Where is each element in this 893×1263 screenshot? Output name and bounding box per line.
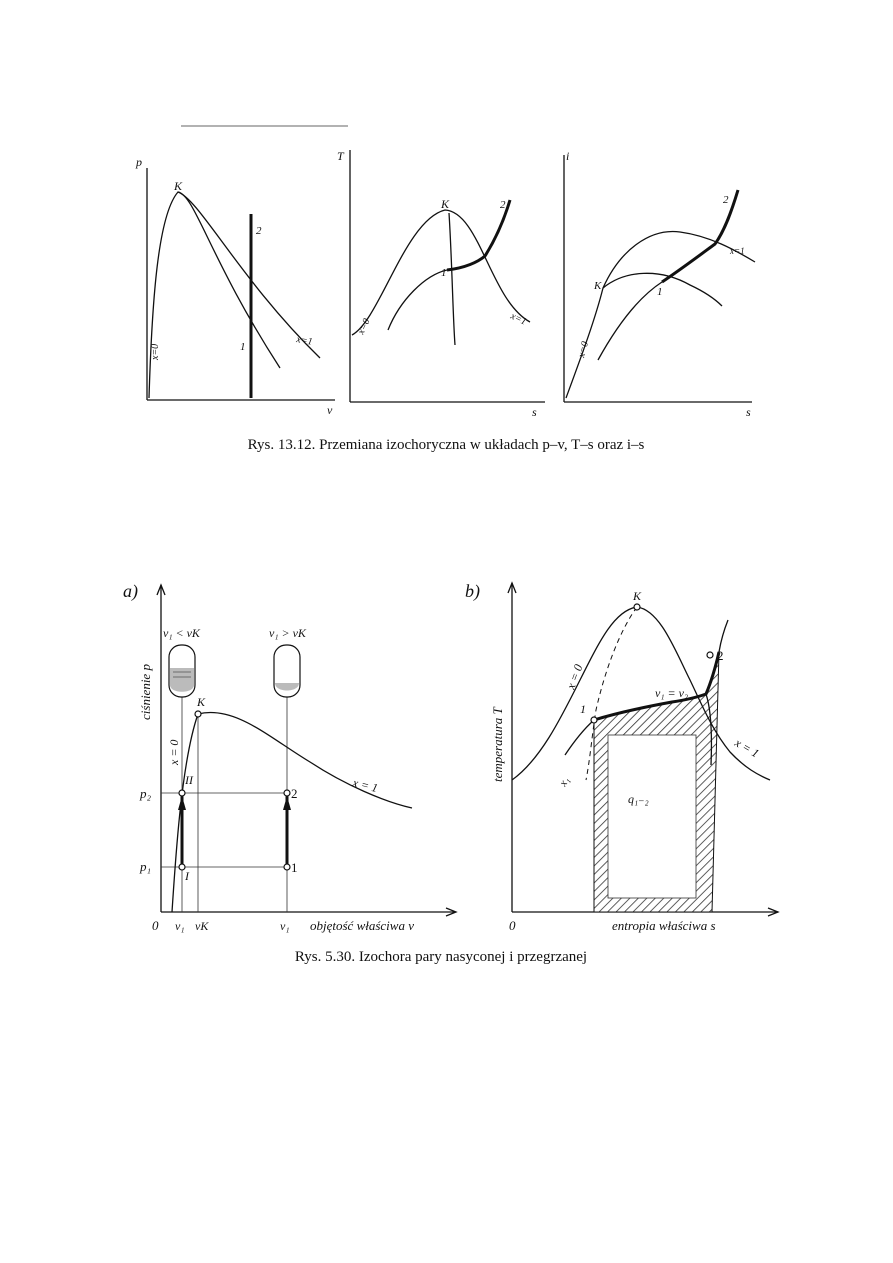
panel-a-label-x1: x = 1 bbox=[351, 775, 380, 796]
pv-liquid-line bbox=[149, 192, 280, 398]
panel-a-point-K bbox=[195, 711, 201, 717]
panel-a-x-label: objętość właściwa v bbox=[310, 918, 414, 933]
panel-b-label-x1: x = 1 bbox=[732, 735, 762, 761]
panel-a-tick-vK: vK bbox=[195, 919, 209, 933]
panel-a-label-2: 2 bbox=[291, 786, 298, 801]
ts-diagram bbox=[337, 149, 545, 419]
ts-point-2: 2 bbox=[500, 199, 506, 211]
panel-b bbox=[465, 581, 778, 933]
panel-b-point-1 bbox=[591, 717, 597, 723]
ts-isobar-low bbox=[388, 270, 447, 330]
panel-a-arrow-left bbox=[178, 796, 186, 810]
is-label-x0: x=0 bbox=[576, 340, 592, 359]
ts-label-x1: x=1 bbox=[508, 310, 529, 328]
panel-a-origin: 0 bbox=[152, 918, 159, 933]
panel-b-isobar-low bbox=[565, 720, 594, 755]
pv-y-label: p bbox=[136, 155, 142, 169]
panel-a-arrow-right bbox=[283, 796, 291, 810]
pv-label-x0: x=0 bbox=[150, 343, 161, 360]
panel-a-point-II bbox=[179, 790, 185, 796]
panel-b-label-xs: x₁ bbox=[557, 774, 572, 789]
ts-k-branch bbox=[449, 213, 455, 345]
panel-a-label-K: K bbox=[197, 695, 206, 709]
panel-b-label: b) bbox=[465, 581, 480, 601]
figure-1 bbox=[135, 126, 755, 453]
is-point-2: 2 bbox=[723, 194, 729, 206]
panel-b-label-1: 1 bbox=[580, 702, 586, 716]
pv-vapor-line bbox=[178, 192, 320, 358]
panel-b-label-K: K bbox=[633, 589, 642, 603]
panel-b-label-2: 2 bbox=[717, 648, 724, 663]
panel-b-point-2 bbox=[707, 652, 713, 658]
is-liquid-line bbox=[566, 232, 755, 398]
panel-a-label-x0: x = 0 bbox=[167, 739, 181, 765]
pv-diagram bbox=[135, 155, 335, 417]
is-isobar-low bbox=[598, 282, 662, 360]
is-label-x1: x=1 bbox=[730, 246, 745, 256]
panel-a-vapor-line bbox=[198, 712, 412, 808]
heat-area-window bbox=[608, 735, 696, 898]
panel-b-y-label: temperatura T bbox=[490, 707, 505, 782]
ts-point-1: 1 bbox=[441, 267, 447, 279]
vessel-right-label: v₁ > vK bbox=[269, 626, 306, 640]
pv-point-K: K bbox=[174, 179, 183, 193]
panel-a-label: a) bbox=[123, 581, 138, 601]
figure-1-caption: Rys. 13.12. Przemiana izochoryczna w układach p–v, T–s oraz i–s bbox=[247, 437, 645, 453]
panel-a-p2: p₂ bbox=[140, 786, 152, 801]
panel-b-label-x0: x = 0 bbox=[563, 662, 586, 692]
panel-a-p1: p₁ bbox=[140, 859, 152, 874]
is-point-K: K bbox=[594, 280, 602, 292]
panel-a-point-2 bbox=[284, 790, 290, 796]
panel-a-tick-v1-left: v₁ bbox=[175, 919, 185, 933]
is-y-label: i bbox=[566, 149, 570, 163]
is-vapor-line bbox=[603, 273, 722, 306]
is-diagram bbox=[564, 149, 755, 419]
figure-2-caption: Rys. 5.30. Izochora pary nasyconej i przegrzanej bbox=[294, 949, 588, 965]
panel-b-point-K bbox=[634, 604, 640, 610]
is-point-1: 1 bbox=[657, 286, 663, 298]
vessel-left-label: v₁ < vK bbox=[163, 626, 200, 640]
figure-2 bbox=[123, 581, 778, 965]
panel-b-origin: 0 bbox=[509, 918, 516, 933]
pv-x-label: v bbox=[327, 403, 333, 417]
ts-x-label: s bbox=[532, 405, 537, 419]
panel-a bbox=[123, 581, 456, 933]
panel-a-tick-v1-right: v₁ bbox=[280, 919, 290, 933]
ts-label-x0: x=0 bbox=[355, 316, 373, 337]
panel-a-point-1 bbox=[284, 864, 290, 870]
panel-b-label-isochore: v₁ = v₂ bbox=[655, 686, 689, 700]
panel-b-label-heat: q₁₋₂ bbox=[628, 792, 649, 806]
ts-point-K: K bbox=[441, 197, 450, 211]
panel-b-x-label: entropia właściwa s bbox=[612, 918, 716, 933]
ts-y-label: T bbox=[337, 149, 344, 163]
pv-point-1: 1 bbox=[240, 341, 246, 353]
panel-a-label-I: I bbox=[185, 869, 189, 883]
vessel-left bbox=[169, 645, 195, 697]
panel-a-label-1: 1 bbox=[291, 860, 298, 875]
is-x-label: s bbox=[746, 405, 751, 419]
pv-point-2: 2 bbox=[256, 225, 262, 237]
pv-label-x1: x=1 bbox=[295, 334, 314, 348]
panel-a-label-II: II bbox=[185, 773, 193, 787]
vessel-right bbox=[274, 645, 300, 697]
panel-a-y-label: ciśnienie p bbox=[138, 664, 153, 720]
